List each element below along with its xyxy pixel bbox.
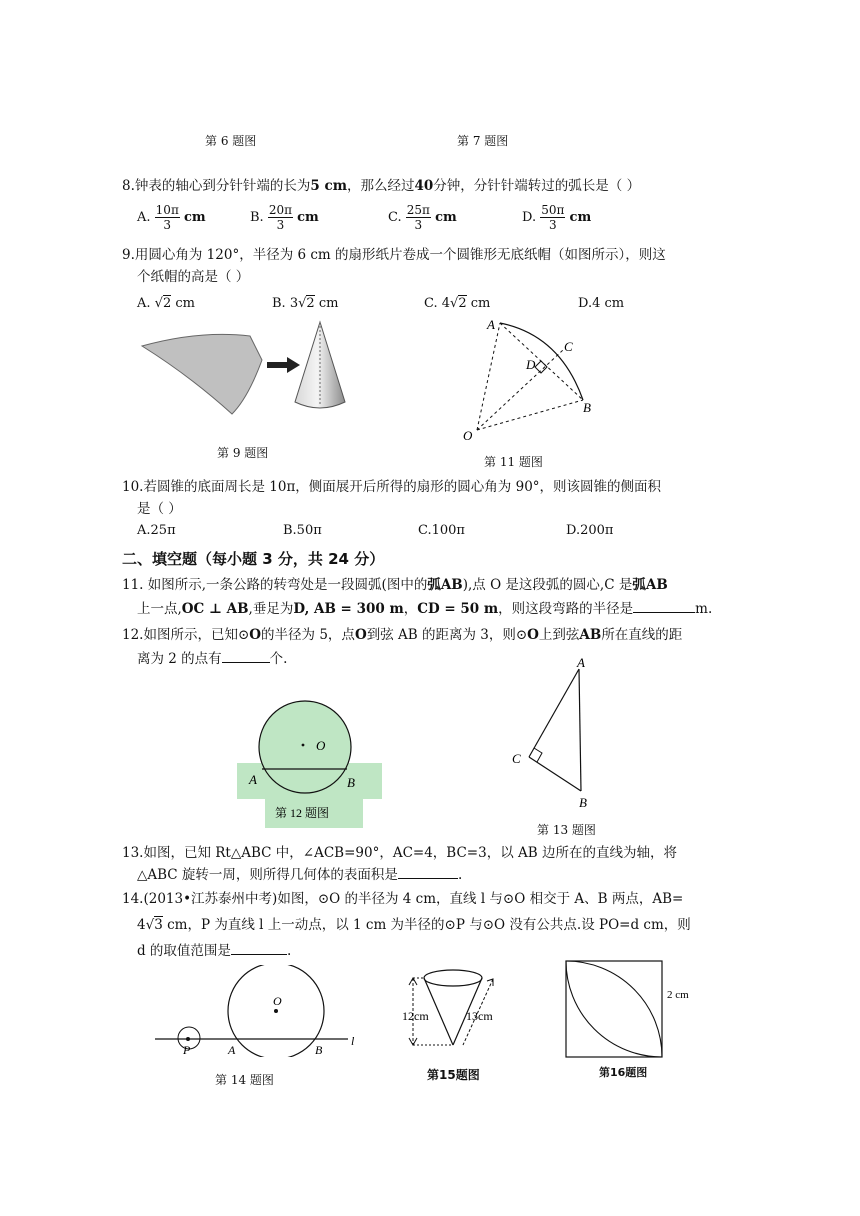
figure-13 (507, 655, 607, 810)
question-11-line2: 上一点,OC ⊥ AB,垂足为D, AB = 300 m，CD = 50 m，则这段弯路的半径是 m. (137, 598, 712, 620)
svg-text:O: O (273, 994, 282, 1008)
q9-option-b: B. 3√2 cm (272, 296, 339, 311)
figure-12 (237, 695, 382, 828)
center-dot (302, 744, 305, 747)
figure-15 (397, 965, 517, 1055)
figure-9 (140, 318, 380, 418)
circle-o (259, 701, 351, 793)
question-14-line1: 14.(2013•江苏泰州中考)如图，⊙O 的半径为 4 cm，直线 l 与⊙O 相交于 A、B 两点，AB= (122, 891, 684, 907)
q12-answer-blank[interactable] (222, 648, 270, 663)
caption-fig7: 第 7 题图 (457, 134, 509, 148)
label-slant: 13cm (466, 1009, 493, 1023)
q8-option-b: B. $\frac{20\pi}{3}$ cm (250, 203, 319, 232)
label-d: D (526, 357, 536, 372)
label-height: 12cm (402, 1009, 429, 1023)
label-b: B (583, 400, 591, 415)
caption-fig15: 第15题图 (427, 1068, 480, 1082)
svg-text:B: B (347, 775, 355, 790)
svg-text:O: O (316, 738, 326, 753)
svg-text:C: C (512, 751, 521, 766)
sector-paper (142, 334, 262, 414)
square (566, 961, 662, 1057)
question-14-line3: d 的取值范围是 . (137, 940, 291, 962)
question-13-line2: △ABC 旋转一周，则所得几何体的表面积是 . (137, 864, 462, 886)
section-heading-fill-in: 二、填空题（每小题 3 分，共 24 分） (122, 550, 385, 568)
question-13-line1: 13.如图，已知 Rt△ABC 中，∠ACB=90°，AC=4，BC=3，以 AB 边所在的直线为轴，将 (122, 845, 677, 861)
figure-11 (455, 315, 605, 445)
question-11-line1: 11. 如图所示,一条公路的转弯处是一段圆弧(图中的弧AB),点 O 是这段弧的圆心,C 是弧AB (122, 577, 668, 593)
caption-fig6: 第 6 题图 (205, 134, 257, 148)
label-c: C (564, 339, 573, 354)
caption-fig9: 第 9 题图 (217, 446, 269, 460)
q9-option-d: D.4 cm (578, 296, 625, 311)
question-12-line1: 12.如图所示，已知⊙O的半径为 5，点O到弦 AB 的距离为 3，则⊙O上到弦AB所在直线的距 (122, 627, 683, 643)
q8-length: 5 cm (310, 178, 347, 194)
svg-text:B: B (315, 1043, 323, 1057)
label-side: 2 cm (667, 989, 689, 1001)
question-12-line2: 离为 2 的点有 个. (137, 648, 287, 670)
caption-fig11: 第 11 题图 (484, 455, 543, 469)
caption-fig16: 第16题图 (599, 1066, 648, 1079)
q9-option-c: C. 4√2 cm (424, 296, 491, 311)
label-a: A (487, 317, 495, 332)
q10-option-c: C.100π (418, 523, 465, 538)
svg-text:A: A (228, 1043, 236, 1057)
q10-option-a: A.25π (137, 523, 176, 538)
caption-fig14: 第 14 题图 (215, 1073, 274, 1087)
q8-minutes: 40 (414, 178, 434, 194)
question-10-line1: 10.若圆锥的底面周长是 10π，侧面展开后所得的扇形的圆心角为 90°，则该圆锥的侧面积 (122, 479, 662, 495)
svg-text:l: l (351, 1034, 355, 1048)
question-10-line2: 是（ ） (137, 501, 182, 517)
label-o: O (463, 428, 473, 443)
q10-option-b: B.50π (283, 523, 322, 538)
q8-option-c: C. $\frac{25\pi}{3}$ cm (388, 203, 457, 232)
caption-fig13: 第 13 题图 (537, 823, 596, 837)
svg-text:B: B (579, 795, 587, 810)
q8-option-a: A. $\frac{10\pi}{3}$ cm (137, 203, 206, 232)
q11-answer-blank[interactable] (633, 598, 695, 613)
q8-option-d: D. $\frac{50\pi}{3}$ cm (522, 203, 592, 232)
q13-answer-blank[interactable] (398, 864, 458, 879)
figure-14 (150, 965, 370, 1057)
svg-text:A: A (249, 772, 257, 787)
question-8: 8.钟表的轴心到分针针端的长为5 cm，那么经过40分钟，分针针端转过的弧长是（ ） (122, 178, 641, 194)
svg-text:P: P (183, 1043, 191, 1057)
q10-option-d: D.200π (566, 523, 614, 538)
q14-answer-blank[interactable] (231, 940, 287, 955)
question-14-line2: 4√3 cm，P 为直线 l 上一动点，以 1 cm 为半径的⊙P 与⊙O 没有公共点.设 PO=d cm，则 (137, 917, 691, 933)
question-9-line2: 个纸帽的高是（ ） (137, 269, 250, 285)
caption-fig12: 第 12 题图 (275, 806, 330, 820)
arrow-right-icon (267, 357, 300, 373)
right-angle-mark (534, 748, 542, 762)
svg-text:A: A (577, 655, 585, 670)
figure-16 (565, 960, 705, 1058)
question-9-line1: 9.用圆心角为 120°，半径为 6 cm 的扇形纸片卷成一个圆锥形无底纸帽（如图所示），则这 (122, 247, 666, 263)
q9-option-a: A. √2 cm (137, 296, 195, 311)
